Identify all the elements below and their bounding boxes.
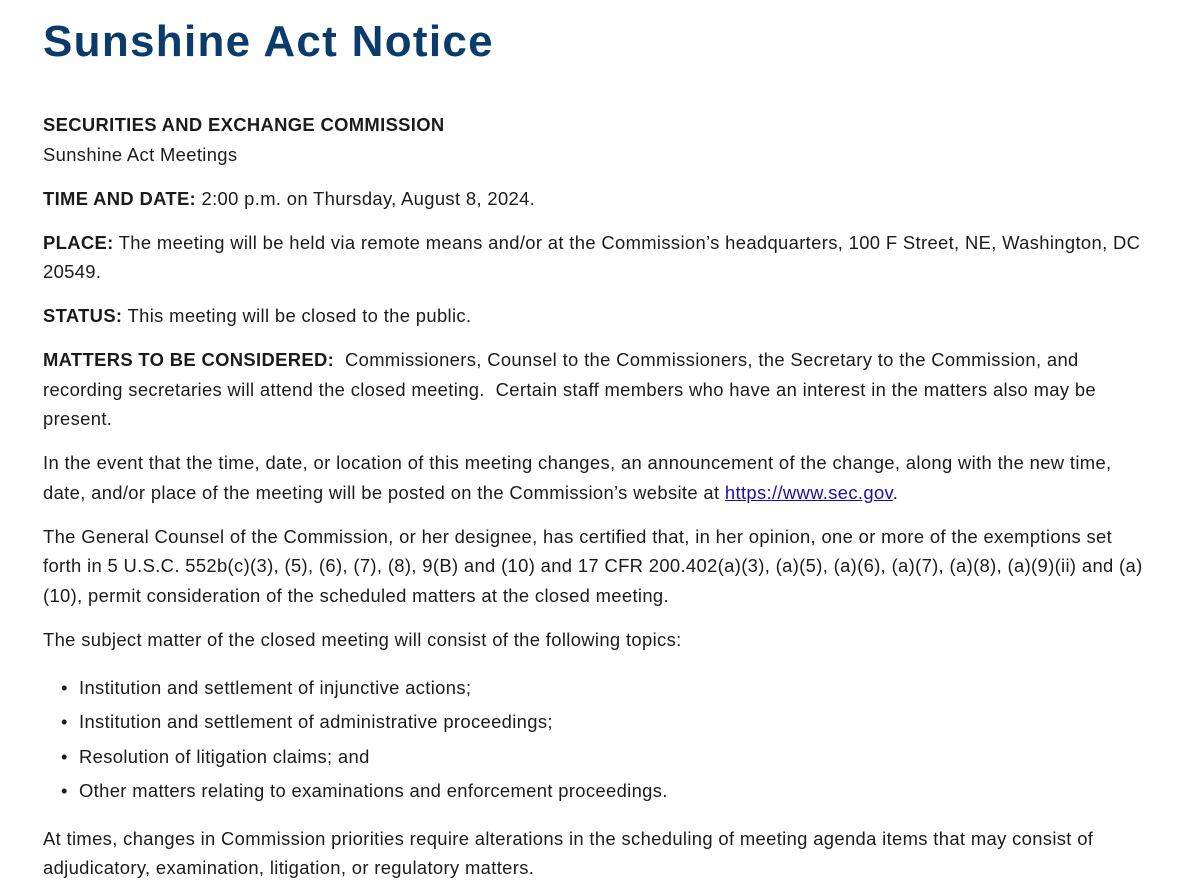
list-item [61, 742, 1155, 772]
status-section [43, 301, 1155, 331]
bullet-icon: • [61, 745, 68, 767]
change-notice-text: In the event that the time, date, or location of this meeting changes, an announcement of the change, along with the new time, date, and/or place of the meeting will be posted on the Commission’s website at [43, 452, 1112, 503]
page-title: Sunshine Act Notice [43, 17, 494, 66]
change-notice-suffix: . [892, 481, 899, 503]
list-item [61, 776, 1155, 806]
sec-website-link[interactable]: https://www.sec.gov [724, 481, 893, 503]
list-item [61, 707, 1155, 737]
time-and-date-label: TIME AND DATE: [43, 187, 197, 209]
agency-subtitle: Sunshine Act Meetings [43, 143, 238, 165]
topics-intro: The subject matter of the closed meeting will consist of the following topics: [43, 628, 682, 650]
notice-body [43, 110, 1155, 883]
closing-paragraph: At times, changes in Commission priorities require alterations in the scheduling of meeting agenda items that may consist of adjudicatory, examination, litigation, or regulatory matters. [43, 827, 1094, 879]
topic-text: Other matters relating to examinations and enforcement proceedings. [79, 780, 668, 802]
place-value: The meeting will be held via remote means and/or at the Commission’s headquarters, 100 F Street, NE, Washington, DC 20549. [43, 231, 1141, 282]
status-label: STATUS: [43, 305, 123, 326]
agency-name: SECURITIES AND EXCHANGE COMMISSION [43, 114, 445, 135]
topic-text: Institution and settlement of administrative proceedings; [79, 711, 553, 733]
change-notice-paragraph [43, 448, 1155, 507]
topics-list [43, 673, 1155, 806]
agency-block [43, 110, 1155, 169]
list-item [61, 673, 1155, 703]
topic-text: Resolution of litigation claims; and [79, 745, 370, 767]
matters-value: Commissioners, Counsel to the Commissioners, the Secretary to the Commission, and recording secretaries will attend the closed meeting. Certain staff members who have an interest in the matters also may be present. [43, 349, 1102, 429]
status-value: This meeting will be closed to the public. [127, 305, 472, 326]
bullet-icon: • [61, 780, 68, 802]
place-section [43, 228, 1155, 287]
bullet-icon: • [61, 711, 68, 733]
place-label: PLACE: [43, 231, 114, 253]
matters-section [43, 345, 1155, 434]
time-and-date-section [43, 184, 1155, 214]
time-and-date-value: 2:00 p.m. on Thursday, August 8, 2024. [201, 187, 536, 209]
certification-paragraph: The General Counsel of the Commission, or her designee, has certified that, in her opinion, one or more of the exemptions set forth in 5 U.S.C. 552b(c)(3), (5), (6), (7), (8), 9(B) and (10) and 17 CFR 200.402(a)(3), (a)(5), (a)(6), (a)(7), (a)(8), (a)(9)(ii) and (a)(10), permit consideration of the scheduled matters at the closed meeting. [43, 525, 1143, 606]
topic-text: Institution and settlement of injunctive actions; [79, 677, 472, 698]
bullet-icon: • [61, 677, 68, 698]
matters-label: MATTERS TO BE CONSIDERED: [43, 349, 335, 370]
